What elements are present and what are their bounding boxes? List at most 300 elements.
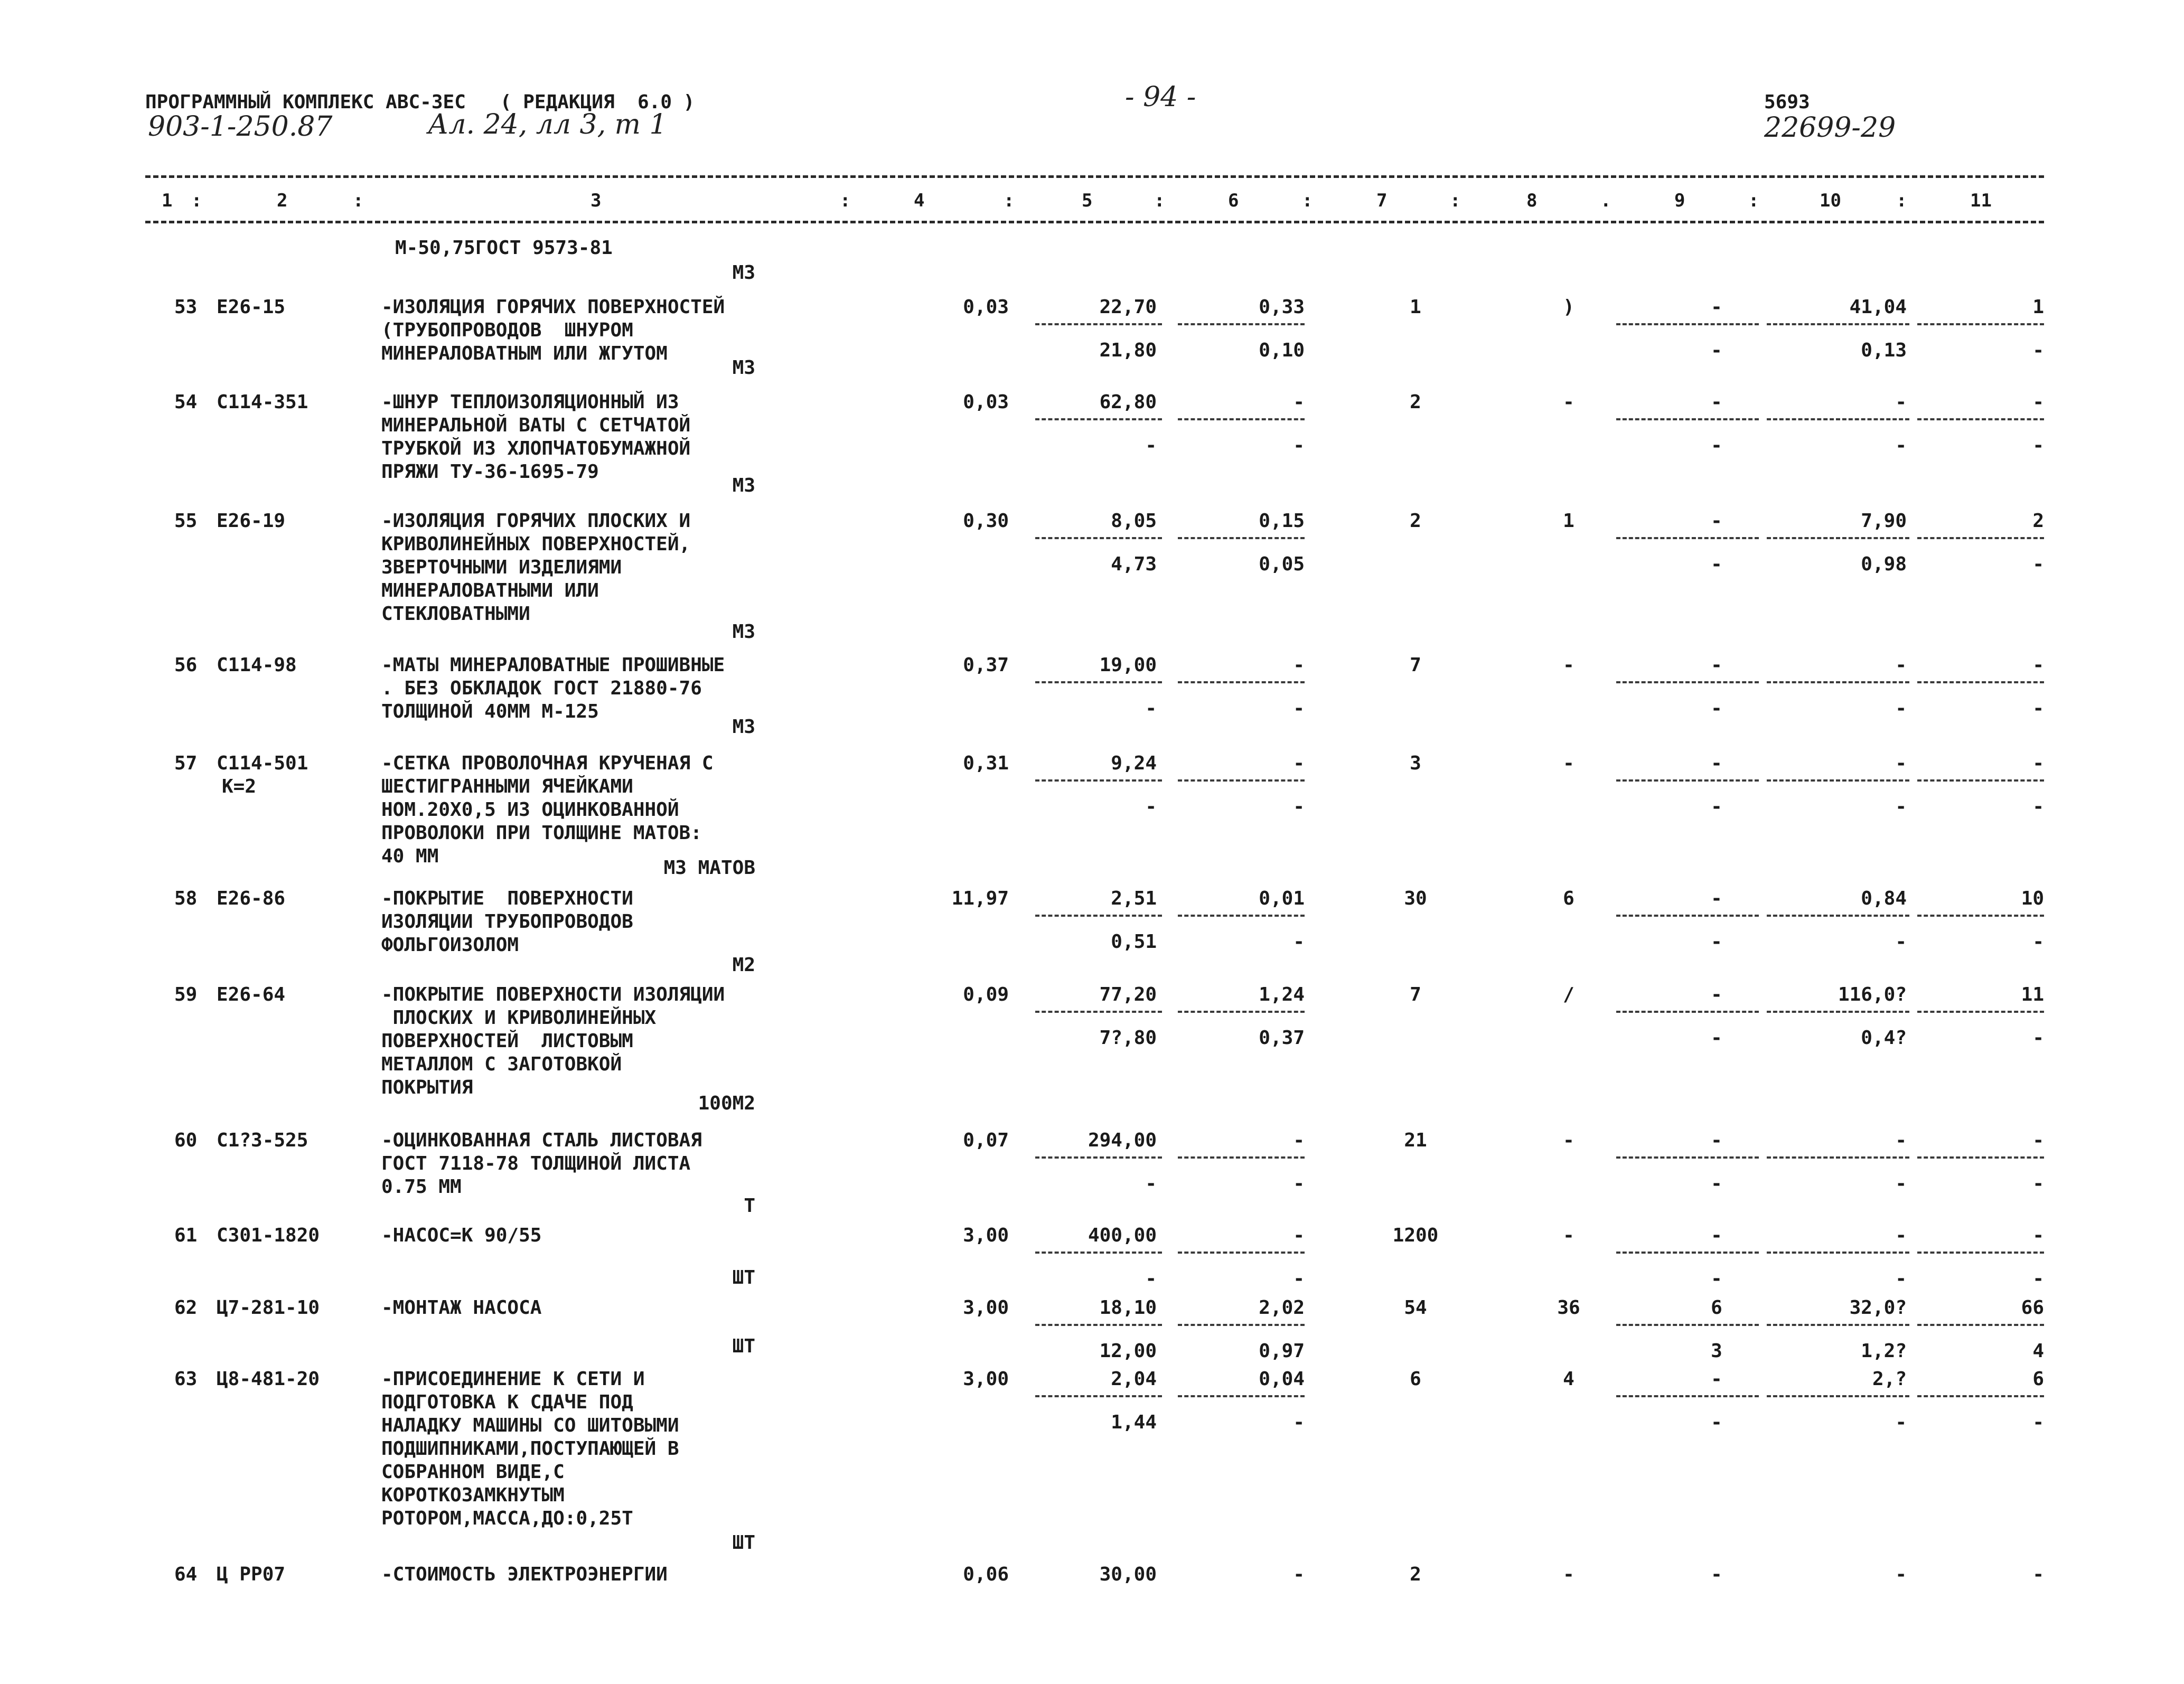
col11-separator bbox=[1917, 1011, 2044, 1013]
row-description-line: -ПОКРЫТИЕ ПОВЕРХНОСТИ ИЗОЛЯЦИИ bbox=[381, 984, 725, 1005]
unit-label: Т bbox=[744, 1195, 755, 1217]
row-code: Е26-15 bbox=[217, 296, 286, 318]
col9-value: - bbox=[1711, 888, 1722, 909]
col6-separator bbox=[1178, 418, 1305, 420]
col8-value: - bbox=[1563, 1130, 1574, 1151]
col5-wages: 12,00 bbox=[1099, 1340, 1157, 1362]
col5-total: 2,04 bbox=[1111, 1368, 1157, 1390]
row-number: 64 bbox=[174, 1564, 198, 1585]
col5-separator bbox=[1035, 323, 1162, 325]
col5-total: 19,00 bbox=[1099, 654, 1157, 676]
row-description-line: СТЕКЛОВАТНЫМИ bbox=[381, 603, 530, 625]
col5-total: 30,00 bbox=[1099, 1564, 1157, 1585]
col10-separator bbox=[1767, 1324, 1909, 1326]
col11-separator bbox=[1917, 1395, 2044, 1397]
col10-value: 116,0? bbox=[1838, 984, 1907, 1005]
row-number: 54 bbox=[174, 391, 198, 413]
col6-total: 0,33 bbox=[1259, 296, 1305, 318]
col5-wages: - bbox=[1145, 796, 1157, 817]
col10-value: 41,04 bbox=[1849, 296, 1907, 318]
row-number: 60 bbox=[174, 1130, 198, 1151]
col9-wages: - bbox=[1711, 1412, 1722, 1433]
col5-wages: 1,44 bbox=[1111, 1412, 1157, 1433]
col10-separator bbox=[1767, 1252, 1909, 1254]
col8-value: - bbox=[1563, 391, 1574, 413]
col6-wages: - bbox=[1293, 796, 1305, 817]
row-quantity: 0,03 bbox=[963, 391, 1009, 413]
row-code: Е26-19 bbox=[217, 510, 286, 532]
col8-value: 4 bbox=[1563, 1368, 1574, 1390]
row-description-line: -ПОКРЫТИЕ ПОВЕРХНОСТИ bbox=[381, 888, 633, 909]
col7-value: 54 bbox=[1404, 1297, 1427, 1319]
col-header-3: 3 bbox=[590, 190, 602, 211]
col11-value: - bbox=[2032, 391, 2044, 413]
row-quantity: 0,09 bbox=[963, 984, 1009, 1005]
col6-wages: 0,37 bbox=[1259, 1027, 1305, 1049]
col9-wages: - bbox=[1711, 1268, 1722, 1290]
col9-wages: 3 bbox=[1711, 1340, 1722, 1362]
row-code-factor: К=2 bbox=[222, 776, 257, 797]
col10-value: - bbox=[1895, 391, 1907, 413]
row-description-line: ПРЯЖИ ТУ-36-1695-79 bbox=[381, 461, 599, 483]
col9-wages: - bbox=[1711, 1027, 1722, 1049]
col8-value: - bbox=[1563, 1564, 1574, 1585]
col-sep: : bbox=[353, 190, 364, 211]
row-description-line: ТОЛЩИНОЙ 40ММ М-125 bbox=[381, 701, 599, 722]
col6-wages: 0,10 bbox=[1259, 340, 1305, 361]
row-description-line: 0.75 ММ bbox=[381, 1176, 462, 1198]
row-description-line: МИНЕРАЛОВАТНЫМИ ИЛИ bbox=[381, 580, 599, 601]
col-header-6: 6 bbox=[1228, 190, 1239, 211]
col-header-9: 9 bbox=[1674, 190, 1685, 211]
row-description-line: ИЗОЛЯЦИИ ТРУБОПРОВОДОВ bbox=[381, 911, 633, 933]
col6-separator bbox=[1178, 1324, 1305, 1326]
col8-value: / bbox=[1563, 984, 1574, 1005]
row-number: 59 bbox=[174, 984, 198, 1005]
col11-value: 1 bbox=[2032, 296, 2044, 318]
program-title: ПРОГРАММНЫЙ КОМПЛЕКС АВС-3ЕС ( РЕДАКЦИЯ 6.0 ) bbox=[145, 91, 695, 113]
col11-separator bbox=[1917, 537, 2044, 539]
col9-separator bbox=[1616, 1324, 1759, 1326]
col10-wages: - bbox=[1895, 1268, 1907, 1290]
row-description-line: -МОНТАЖ НАСОСА bbox=[381, 1297, 542, 1319]
row-description-line: -ПРИСОЕДИНЕНИЕ К СЕТИ И bbox=[381, 1368, 645, 1390]
col11-wages: - bbox=[2032, 698, 2044, 719]
col-sep: : bbox=[1004, 190, 1015, 211]
col9-value: - bbox=[1711, 1225, 1722, 1246]
col5-separator bbox=[1035, 1395, 1162, 1397]
col10-value: 0,84 bbox=[1861, 888, 1907, 909]
row-code: Ц7-281-10 bbox=[217, 1297, 320, 1319]
col11-value: 11 bbox=[2021, 984, 2044, 1005]
row-description-line: -ОЦИНКОВАННАЯ СТАЛЬ ЛИСТОВАЯ bbox=[381, 1130, 702, 1151]
col5-wages: 0,51 bbox=[1111, 931, 1157, 953]
col-header-11: 11 bbox=[1970, 190, 1992, 211]
col5-total: 77,20 bbox=[1099, 984, 1157, 1005]
col6-separator bbox=[1178, 537, 1305, 539]
col9-value: - bbox=[1711, 1130, 1722, 1151]
row-code: Ц РР07 bbox=[217, 1564, 286, 1585]
col11-value: - bbox=[2032, 1130, 2044, 1151]
col10-separator bbox=[1767, 323, 1909, 325]
row-code: Е26-86 bbox=[217, 888, 286, 909]
row-description-line: ТРУБКОЙ ИЗ ХЛОПЧАТОБУМАЖНОЙ bbox=[381, 438, 691, 459]
col9-wages: - bbox=[1711, 931, 1722, 953]
row-code: Ц8-481-20 bbox=[217, 1368, 320, 1390]
row-description-line: МИНЕРАЛОВАТНЫМ ИЛИ ЖГУТОМ bbox=[381, 343, 668, 364]
row-quantity: 0,06 bbox=[963, 1564, 1009, 1585]
unit-label: 100М2 bbox=[698, 1093, 755, 1114]
col-header-10: 10 bbox=[1820, 190, 1841, 211]
col8-value: - bbox=[1563, 1225, 1574, 1246]
col10-wages: - bbox=[1895, 435, 1907, 456]
col6-wages: - bbox=[1293, 931, 1305, 953]
col5-total: 8,05 bbox=[1111, 510, 1157, 532]
col11-separator bbox=[1917, 1252, 2044, 1254]
row-code: С114-351 bbox=[217, 391, 308, 413]
col11-value: - bbox=[2032, 752, 2044, 774]
row-description-line: ПОКРЫТИЯ bbox=[381, 1077, 473, 1098]
unit-label: М2 bbox=[732, 954, 755, 976]
col9-separator bbox=[1616, 779, 1759, 782]
col-header-2: 2 bbox=[277, 190, 288, 211]
col10-separator bbox=[1767, 537, 1909, 539]
col5-separator bbox=[1035, 1156, 1162, 1159]
col11-separator bbox=[1917, 1324, 2044, 1326]
col5-total: 62,80 bbox=[1099, 391, 1157, 413]
row-description-line: -ИЗОЛЯЦИЯ ГОРЯЧИХ ПОВЕРХНОСТЕЙ bbox=[381, 296, 725, 318]
col7-value: 21 bbox=[1404, 1130, 1427, 1151]
col6-total: - bbox=[1293, 1564, 1305, 1585]
col6-total: - bbox=[1293, 1225, 1305, 1246]
col5-separator bbox=[1035, 779, 1162, 782]
row-quantity: 3,00 bbox=[963, 1225, 1009, 1246]
col10-value: 32,0? bbox=[1849, 1297, 1907, 1319]
col10-wages: - bbox=[1895, 931, 1907, 953]
row-description-line: ЗВЕРТОЧНЫМИ ИЗДЕЛИЯМИ bbox=[381, 557, 622, 578]
col6-wages: 0,97 bbox=[1259, 1340, 1305, 1362]
col9-separator bbox=[1616, 537, 1759, 539]
row-quantity: 0,03 bbox=[963, 296, 1009, 318]
col8-value: - bbox=[1563, 654, 1574, 676]
col10-value: - bbox=[1895, 654, 1907, 676]
col6-separator bbox=[1178, 779, 1305, 782]
col-header-4: 4 bbox=[914, 190, 925, 211]
col5-separator bbox=[1035, 915, 1162, 917]
col8-value: 36 bbox=[1557, 1297, 1580, 1319]
row-description-line: -СЕТКА ПРОВОЛОЧНАЯ КРУЧЕНАЯ С bbox=[381, 752, 714, 774]
col11-value: 6 bbox=[2032, 1368, 2044, 1390]
col10-separator bbox=[1767, 418, 1909, 420]
col6-wages: 0,05 bbox=[1259, 553, 1305, 575]
row-description-line: -ИЗОЛЯЦИЯ ГОРЯЧИХ ПЛОСКИХ И bbox=[381, 510, 691, 532]
row-description-line: РОТОРОМ,МАССА,ДО:0,25Т bbox=[381, 1508, 633, 1529]
row-description-line: КОРОТКОЗАМКНУТЫМ bbox=[381, 1484, 565, 1506]
row-number: 55 bbox=[174, 510, 198, 532]
row-code: С114-98 bbox=[217, 654, 297, 676]
col9-value: - bbox=[1711, 510, 1722, 532]
album-reference-handwritten: Ал. 24, лл 3, т 1 bbox=[428, 109, 667, 140]
row-description-line: КРИВОЛИНЕЙНЫХ ПОВЕРХНОСТЕЙ, bbox=[381, 533, 691, 555]
col9-value: - bbox=[1711, 1564, 1722, 1585]
col5-total: 18,10 bbox=[1099, 1297, 1157, 1319]
col11-wages: - bbox=[2032, 1412, 2044, 1433]
col10-value: - bbox=[1895, 1225, 1907, 1246]
col10-separator bbox=[1767, 1395, 1909, 1397]
col7-value: 2 bbox=[1410, 391, 1421, 413]
col9-value: - bbox=[1711, 391, 1722, 413]
col10-separator bbox=[1767, 1156, 1909, 1159]
col10-value: 2,? bbox=[1872, 1368, 1907, 1390]
col9-wages: - bbox=[1711, 796, 1722, 817]
col11-wages: - bbox=[2032, 435, 2044, 456]
col9-wages: - bbox=[1711, 553, 1722, 575]
col5-total: 294,00 bbox=[1088, 1130, 1157, 1151]
row-description-line: ПОДШИПНИКАМИ,ПОСТУПАЮЩЕЙ В bbox=[381, 1438, 679, 1460]
row-quantity: 0,07 bbox=[963, 1130, 1009, 1151]
row-description-line: (ТРУБОПРОВОДОВ ШНУРОМ bbox=[381, 319, 633, 341]
row-number: 61 bbox=[174, 1225, 198, 1246]
row-quantity: 11,97 bbox=[951, 888, 1009, 909]
row-description-line: ПОВЕРХНОСТЕЙ ЛИСТОВЫМ bbox=[381, 1030, 633, 1052]
row-description-line: МЕТАЛЛОМ С ЗАГОТОВКОЙ bbox=[381, 1053, 622, 1075]
col6-total: 0,04 bbox=[1259, 1368, 1305, 1390]
unit-label: М3 bbox=[732, 357, 755, 379]
col10-value: 7,90 bbox=[1861, 510, 1907, 532]
col11-value: 66 bbox=[2021, 1297, 2044, 1319]
col5-separator bbox=[1035, 1324, 1162, 1326]
col5-separator bbox=[1035, 418, 1162, 420]
col8-value: - bbox=[1563, 752, 1574, 774]
col9-separator bbox=[1616, 915, 1759, 917]
row-number: 62 bbox=[174, 1297, 198, 1319]
col6-total: - bbox=[1293, 1130, 1305, 1151]
col5-separator bbox=[1035, 537, 1162, 539]
col-sep: : bbox=[1748, 190, 1759, 211]
col5-total: 9,24 bbox=[1111, 752, 1157, 774]
col11-wages: - bbox=[2032, 340, 2044, 361]
col-sep: : bbox=[840, 190, 851, 211]
col6-separator bbox=[1178, 323, 1305, 325]
row-description-line: -НАСОС=К 90/55 bbox=[381, 1225, 542, 1246]
col5-separator bbox=[1035, 681, 1162, 683]
col9-value: - bbox=[1711, 1368, 1722, 1390]
col10-wages: - bbox=[1895, 1173, 1907, 1194]
col9-separator bbox=[1616, 323, 1759, 325]
col11-separator bbox=[1917, 915, 2044, 917]
col5-separator bbox=[1035, 1252, 1162, 1254]
col9-separator bbox=[1616, 418, 1759, 420]
col6-total: 0,15 bbox=[1259, 510, 1305, 532]
row-code: Е26-64 bbox=[217, 984, 286, 1005]
row-description-line: НОМ.20Х0,5 ИЗ ОЦИНКОВАННОЙ bbox=[381, 799, 679, 821]
col-header-separators: : bbox=[191, 190, 202, 211]
col9-wages: - bbox=[1711, 698, 1722, 719]
col11-value: 10 bbox=[2021, 888, 2044, 909]
col10-wages: 0,4? bbox=[1861, 1027, 1907, 1049]
col-sep: : bbox=[1896, 190, 1907, 211]
document-code-handwritten: 22699-29 bbox=[1764, 112, 1896, 144]
col11-wages: - bbox=[2032, 1268, 2044, 1290]
col5-wages: - bbox=[1145, 435, 1157, 456]
col6-wages: - bbox=[1293, 1268, 1305, 1290]
row-code: С301-1820 bbox=[217, 1225, 320, 1246]
col6-separator bbox=[1178, 1156, 1305, 1159]
col9-separator bbox=[1616, 1011, 1759, 1013]
col11-separator bbox=[1917, 418, 2044, 420]
col11-wages: - bbox=[2032, 1173, 2044, 1194]
col6-wages: - bbox=[1293, 1412, 1305, 1433]
col6-separator bbox=[1178, 1395, 1305, 1397]
col10-separator bbox=[1767, 779, 1909, 782]
col8-value: ) bbox=[1563, 296, 1574, 318]
col11-value: - bbox=[2032, 654, 2044, 676]
col10-wages: - bbox=[1895, 1412, 1907, 1433]
col9-separator bbox=[1616, 1252, 1759, 1254]
col7-value: 3 bbox=[1410, 752, 1421, 774]
col6-total: - bbox=[1293, 752, 1305, 774]
col5-wages: - bbox=[1145, 698, 1157, 719]
page-number: - 94 - bbox=[1125, 81, 1196, 113]
col7-value: 2 bbox=[1410, 510, 1421, 532]
col6-wages: - bbox=[1293, 1173, 1305, 1194]
col6-separator bbox=[1178, 915, 1305, 917]
col5-wages: 21,80 bbox=[1099, 340, 1157, 361]
col6-separator bbox=[1178, 681, 1305, 683]
unit-label: ШТ bbox=[732, 1532, 755, 1554]
col7-value: 30 bbox=[1404, 888, 1427, 909]
row-number: 63 bbox=[174, 1368, 198, 1390]
unit-label: М3 bbox=[732, 716, 755, 738]
col11-separator bbox=[1917, 323, 2044, 325]
col7-value: 6 bbox=[1410, 1368, 1421, 1390]
col11-separator bbox=[1917, 681, 2044, 683]
row-description-line: ПОДГОТОВКА К СДАЧЕ ПОД bbox=[381, 1391, 633, 1413]
col5-wages: 7?,80 bbox=[1099, 1027, 1157, 1049]
col9-value: - bbox=[1711, 654, 1722, 676]
row-quantity: 0,30 bbox=[963, 510, 1009, 532]
col8-value: 1 bbox=[1563, 510, 1574, 532]
col10-wages: 0,98 bbox=[1861, 553, 1907, 575]
col11-value: 2 bbox=[2032, 510, 2044, 532]
row-description-line: ГОСТ 7118-78 ТОЛЩИНОЙ ЛИСТА bbox=[381, 1153, 691, 1174]
unit-label: М3 bbox=[732, 475, 755, 496]
row-description-line: -МАТЫ МИНЕРАЛОВАТНЫЕ ПРОШИВНЫЕ bbox=[381, 654, 725, 676]
col5-wages: 4,73 bbox=[1111, 553, 1157, 575]
col5-total: 22,70 bbox=[1099, 296, 1157, 318]
col7-value: 1200 bbox=[1392, 1225, 1439, 1246]
row-description-line: СОБРАННОМ ВИДЕ,С bbox=[381, 1461, 565, 1483]
unit-label: М3 bbox=[732, 621, 755, 643]
col11-separator bbox=[1917, 1156, 2044, 1159]
row-description-line: НАЛАДКУ МАШИНЫ СО ШИТОВЫМИ bbox=[381, 1415, 679, 1436]
col-header-8: 8 bbox=[1526, 190, 1538, 211]
row-description-line: ПРОВОЛОКИ ПРИ ТОЛЩИНЕ МАТОВ: bbox=[381, 822, 702, 844]
col7-value: 7 bbox=[1410, 654, 1421, 676]
unit-label: М3 МАТОВ bbox=[663, 857, 755, 879]
col10-wages: - bbox=[1895, 796, 1907, 817]
col-sep: : bbox=[1302, 190, 1313, 211]
row-description-line: ФОЛЬГОИЗОЛОМ bbox=[381, 934, 519, 956]
col9-wages: - bbox=[1711, 1173, 1722, 1194]
col-header-1: 1 bbox=[162, 190, 173, 211]
row-number: 56 bbox=[174, 654, 198, 676]
col5-total: 2,51 bbox=[1111, 888, 1157, 909]
row-description-line: -ШНУР ТЕПЛОИЗОЛЯЦИОННЫЙ ИЗ bbox=[381, 391, 679, 413]
col9-value: - bbox=[1711, 296, 1722, 318]
col10-separator bbox=[1767, 915, 1909, 917]
col10-value: - bbox=[1895, 1564, 1907, 1585]
col6-wages: - bbox=[1293, 435, 1305, 456]
unit-label: ШТ bbox=[732, 1267, 755, 1288]
header-rule-top bbox=[145, 175, 2044, 178]
col9-value: - bbox=[1711, 984, 1722, 1005]
col11-separator bbox=[1917, 779, 2044, 782]
col8-value: 6 bbox=[1563, 888, 1574, 909]
col9-separator bbox=[1616, 1156, 1759, 1159]
col10-wages: - bbox=[1895, 698, 1907, 719]
row-description-line: 40 ММ bbox=[381, 845, 439, 867]
row-number: 57 bbox=[174, 752, 198, 774]
leading-material-line: М-50,75ГОСТ 9573-81 bbox=[395, 237, 613, 259]
row-number: 53 bbox=[174, 296, 198, 318]
col6-wages: - bbox=[1293, 698, 1305, 719]
col-header-5: 5 bbox=[1082, 190, 1093, 211]
col9-wages: - bbox=[1711, 435, 1722, 456]
col9-separator bbox=[1616, 1395, 1759, 1397]
col9-value: - bbox=[1711, 752, 1722, 774]
unit-label: М3 bbox=[732, 262, 755, 284]
row-quantity: 0,31 bbox=[963, 752, 1009, 774]
col11-value: - bbox=[2032, 1564, 2044, 1585]
col6-separator bbox=[1178, 1252, 1305, 1254]
col10-separator bbox=[1767, 681, 1909, 683]
col5-total: 400,00 bbox=[1088, 1225, 1157, 1246]
col5-separator bbox=[1035, 1011, 1162, 1013]
col9-wages: - bbox=[1711, 340, 1722, 361]
col11-wages: - bbox=[2032, 553, 2044, 575]
col7-value: 7 bbox=[1410, 984, 1421, 1005]
row-code: С114-501 bbox=[217, 752, 308, 774]
col6-total: 0,01 bbox=[1259, 888, 1305, 909]
col11-wages: - bbox=[2032, 1027, 2044, 1049]
row-description-line: МИНЕРАЛЬНОЙ ВАТЫ С СЕТЧАТОЙ bbox=[381, 415, 691, 436]
row-description-line: ПЛОСКИХ И КРИВОЛИНЕЙНЫХ bbox=[381, 1007, 657, 1029]
col-sep: . bbox=[1600, 190, 1611, 211]
col11-wages: - bbox=[2032, 931, 2044, 953]
col11-wages: 4 bbox=[2032, 1340, 2044, 1362]
col-sep: : bbox=[1154, 190, 1165, 211]
row-description-line: ШЕСТИГРАННЫМИ ЯЧЕЙКАМИ bbox=[381, 776, 633, 797]
col9-separator bbox=[1616, 681, 1759, 683]
col9-value: 6 bbox=[1711, 1297, 1722, 1319]
row-quantity: 3,00 bbox=[963, 1368, 1009, 1390]
row-number: 58 bbox=[174, 888, 198, 909]
col7-value: 1 bbox=[1410, 296, 1421, 318]
document-code: 5693 bbox=[1764, 91, 1810, 113]
col11-value: - bbox=[2032, 1225, 2044, 1246]
col5-wages: - bbox=[1145, 1173, 1157, 1194]
col6-total: 2,02 bbox=[1259, 1297, 1305, 1319]
row-description-line: . БЕЗ ОБКЛАДОК ГОСТ 21880-76 bbox=[381, 678, 702, 699]
col7-value: 2 bbox=[1410, 1564, 1421, 1585]
header-rule-bottom bbox=[145, 221, 2044, 223]
col6-total: 1,24 bbox=[1259, 984, 1305, 1005]
col-sep: : bbox=[1450, 190, 1461, 211]
row-code: С1?3-525 bbox=[217, 1130, 308, 1151]
unit-label: ШТ bbox=[732, 1335, 755, 1357]
col10-separator bbox=[1767, 1011, 1909, 1013]
